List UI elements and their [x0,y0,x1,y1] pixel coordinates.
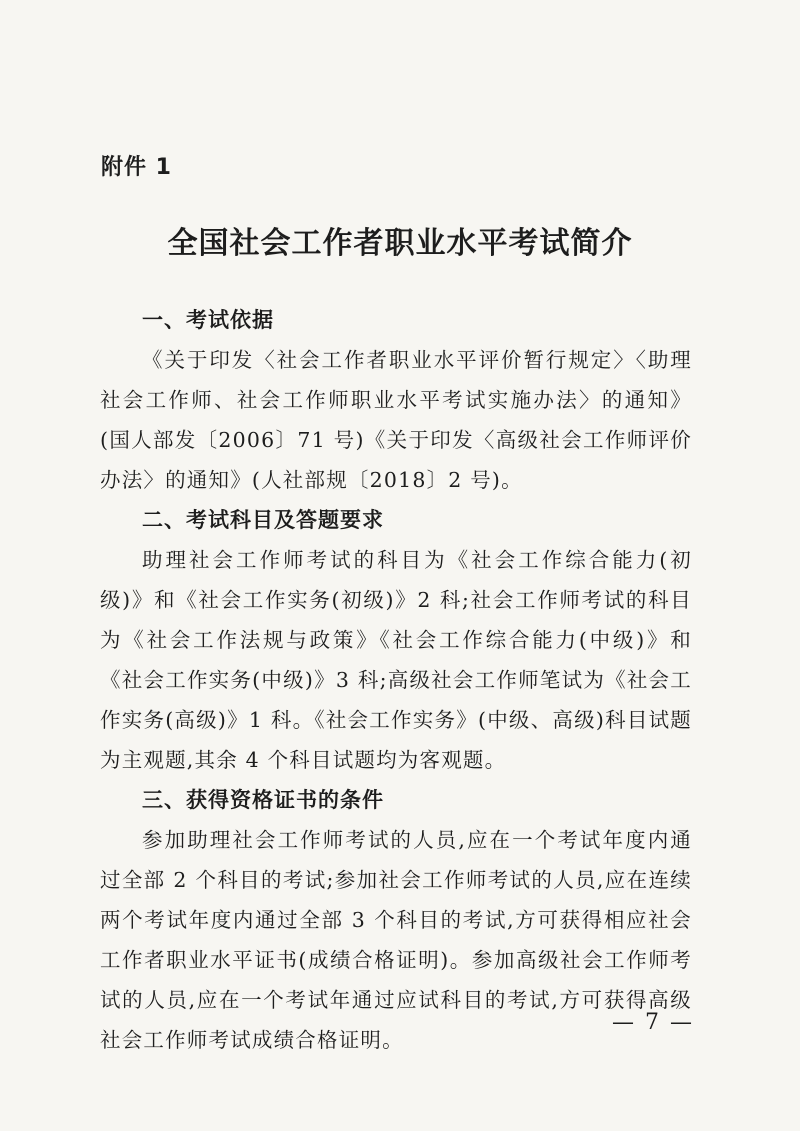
section-paragraph: 参加助理社会工作师考试的人员,应在一个考试年度内通过全部 2 个科目的考试;参加社会工作师考试的人员,应在连续两个考试年度内通过全部 3 个科目的考试,方可获得相应社会工作者职业水平证书(成绩合格证明)。参加高级社会工作师考试的人员,应在一个考试年通过应试科目的考试,方可获得高级社会工作师考试成绩合格证明。 [100,828,692,1052]
document-body [100,300,692,1060]
section-paragraph: 助理社会工作师考试的科目为《社会工作综合能力(初级)》和《社会工作实务(初级)》2 科;社会工作师考试的科目为《社会工作法规与政策》《社会工作综合能力(中级)》和《社会工作实务(中级)》3 科;高级社会工作师笔试为《社会工作实务(高级)》1 科。《社会工作实务》(中级、高级)科目试题为主观题,其余 4 个科目试题均为客观题。 [100,548,692,772]
section-basis [100,300,692,500]
section-heading: 一、考试依据 [142,308,274,332]
section-paragraph: 《关于印发〈社会工作者职业水平评价暂行规定〉〈助理社会工作师、社会工作师职业水平考试实施办法〉的通知》(国人部发〔2006〕71 号)《关于印发〈高级社会工作师评价办法〉的通知》(人社部规〔2018〕2 号)。 [100,348,692,492]
attachment-label: 附件 1 [101,155,172,180]
document-title: 全国社会工作者职业水平考试简介 [167,226,633,261]
section-certificate [100,780,692,1060]
section-subjects [100,500,692,780]
section-heading: 三、获得资格证书的条件 [142,788,384,812]
page-number: — 7 — [612,1010,694,1035]
section-heading: 二、考试科目及答题要求 [142,508,384,532]
